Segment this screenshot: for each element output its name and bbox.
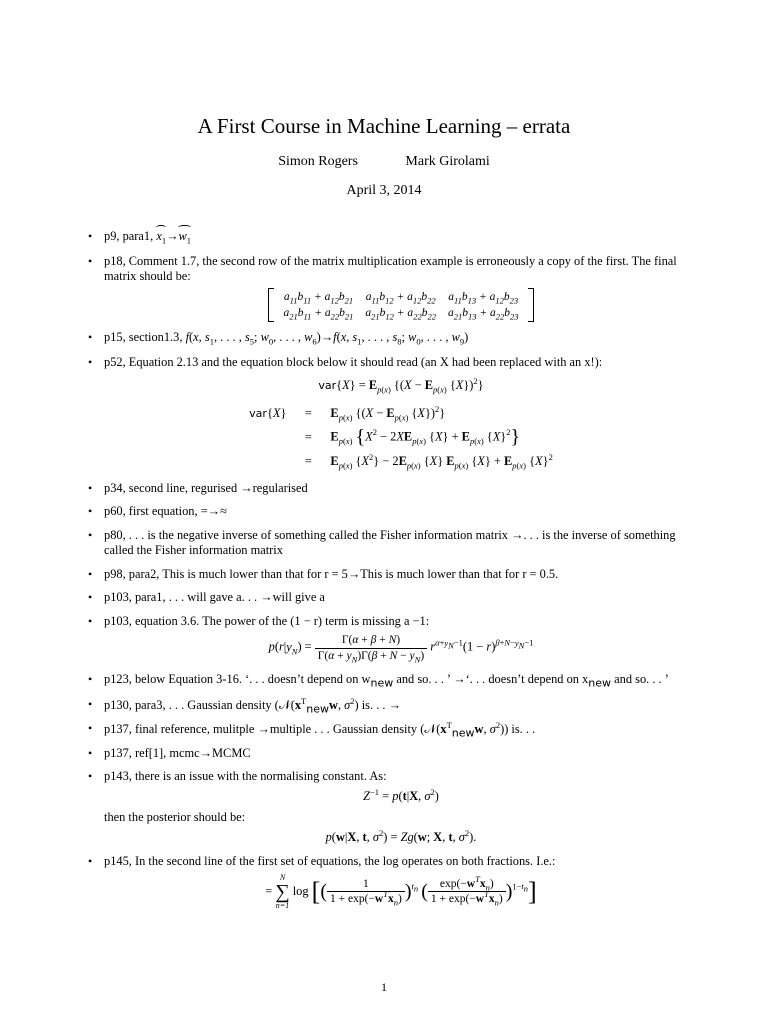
erratum-item (88, 721, 698, 738)
erratum-text: p9, para1, (104, 229, 154, 243)
equation: = N ∑ n=1 log [( $\frac{1}{1 + \exp(-w^Tx_n)}$ )$^{t_n}$ ( $\frac{\exp(-w^Tx_n)}{1 + \exp(-w^Tx_n)}$ )$^{1-t_n}$] (265, 872, 537, 910)
erratum-item (88, 672, 698, 688)
author-line (0, 153, 768, 171)
erratum-text: ) is. . . → (354, 697, 401, 712)
erratum-text: )) is. . . (500, 722, 536, 736)
math-inline: f(x, $s_1$, . . . , $s_5$; $w_0$, . . . , $w_6)\to f(x$, $s_1$, . . . , $s_8$; $w_0$, . . . , $w_9$) (185, 330, 469, 347)
erratum-item (88, 567, 698, 583)
erratum-item (88, 355, 698, 472)
equation: $p(r|y_N)$ = $\frac{\Gamma(\alpha + \beta + N)}{\Gamma(\alpha + y_N)\Gamma(\beta + N - y_N)}$ $r^{\alpha+y_N-1}(1 - r)^{\beta+N-y_N-1}$ (268, 634, 534, 664)
erratum-text: →‘. . . doesn’t depend on x (450, 672, 589, 686)
erratum-text: p60, first equation, =→≈ (104, 504, 227, 519)
erratum-item (88, 854, 698, 910)
erratum-text: p137, final reference, mulitple →multiple . . . Gaussian density ( (104, 722, 425, 736)
erratum-text: and so. . . ’ (611, 672, 669, 686)
math-inline: $𝒩(x^T_{new}w$, $\sigma^2$ (424, 719, 501, 740)
erratum-text: p143, there is an issue with the normalising constant. As: (104, 769, 387, 783)
erratum-item (88, 528, 698, 559)
erratum-text: p103, para1, . . . will gave a. . . →will give a (104, 590, 325, 605)
erratum-text: p18, Comment 1.7, the second row of the matrix multiplication example is erroneously a copy of the first. The final matrix should be: (104, 253, 677, 283)
erratum-text: p15, section1.3, (104, 330, 183, 345)
erratum-item (88, 769, 698, 845)
erratum-text: p123, below Equation 3-16. ‘. . . doesn’t depend on w (104, 672, 371, 686)
erratum-text: then the posterior should be: (104, 810, 246, 824)
erratum-item (88, 481, 698, 497)
erratum-item (88, 229, 698, 245)
erratum-item (88, 504, 698, 520)
erratum-item (88, 590, 698, 606)
paper-date: April 3, 2014 (346, 183, 422, 198)
math-inline: $x_1\to w_1$ (156, 229, 191, 246)
subscript: new (370, 676, 394, 690)
equation: p(w|X, t, $\sigma^2) = Zg(w$; X, t, $\sigma^2$). (325, 827, 477, 844)
erratum-item (88, 614, 698, 663)
errata-list (88, 229, 698, 919)
paper-title: A First Course in Machine Learning – errata (197, 114, 571, 138)
equation: $Z^{-1} = p(t|X$, $\sigma^2$) (363, 786, 439, 803)
erratum-text: p80, . . . is the negative inverse of something called the Fisher information matrix →. . . is the inverse of something called the Fisher information matrix (104, 527, 676, 558)
page-number: 1 (381, 980, 387, 994)
erratum-text: p145, In the second line of the first set of equations, the log operates on both fractions. I.e.: (104, 854, 556, 868)
erratum-text: p34, second line, regurised →regularised (104, 480, 308, 495)
matrix: $a_{11}b_{11} + a_{12}b_{21}$ $a_{11}b_{12} + a_{12}b_{22}$ $a_{11}b_{13} + a_{12}b_{23}$ $a_{21}b_{11} + a_{22}b_{21}$ $a_{21}b_{12} + a_{22}b_{22}$ $a_{21}b_{13} + a_{22}b_{23}$ (268, 289, 535, 322)
equation-block: var{X} = $E_{p(x)}$ {($X - E_{p(x)}$ {X})$^2$} = $E_{p(x)}$ {$X^2 - 2XE_{p(x)}$ $\{X\} + E_{p(x)}$ $\{X\}^2$} = $E_{p(x)}$ $\{X^2\} - 2E_{p(x)}$ {X} $E_{p(x)}$ $\{X\} + E_{p(x)}$ $\{X\}^2$ (249, 403, 553, 471)
math-inline: $𝒩(x^T_{new}w$, $\sigma^2$ (278, 695, 355, 715)
erratum-text: p103, equation 3.6. The power of the (1 − r) term is missing a −1: (104, 613, 430, 628)
erratum-text: p130, para3, . . . Gaussian density ( (104, 697, 279, 712)
subscript: new (588, 676, 612, 690)
erratum-text: p98, para2, This is much lower than that for r = 5→This is much lower than that for r = 0.5. (104, 566, 559, 581)
matrix-equation (104, 289, 698, 322)
erratum-text: and so. . . ’ (396, 672, 451, 686)
erratum-text: p137, ref[1], mcmc→MCMC (104, 745, 251, 760)
author-name: Simon Rogers (278, 154, 358, 169)
erratum-item (88, 697, 698, 714)
author-name: Mark Girolami (405, 154, 490, 169)
erratum-item (88, 254, 698, 322)
erratum-item (88, 330, 698, 346)
erratum-text: p52, Equation 2.13 and the equation block below it should read (an X had been replaced with an x!): (104, 354, 603, 369)
erratum-item (88, 746, 698, 762)
equation: $var\{X\} = E_{p(x)}$ {($X - E_{p(x)}$ {X})$^2$} (318, 376, 484, 395)
